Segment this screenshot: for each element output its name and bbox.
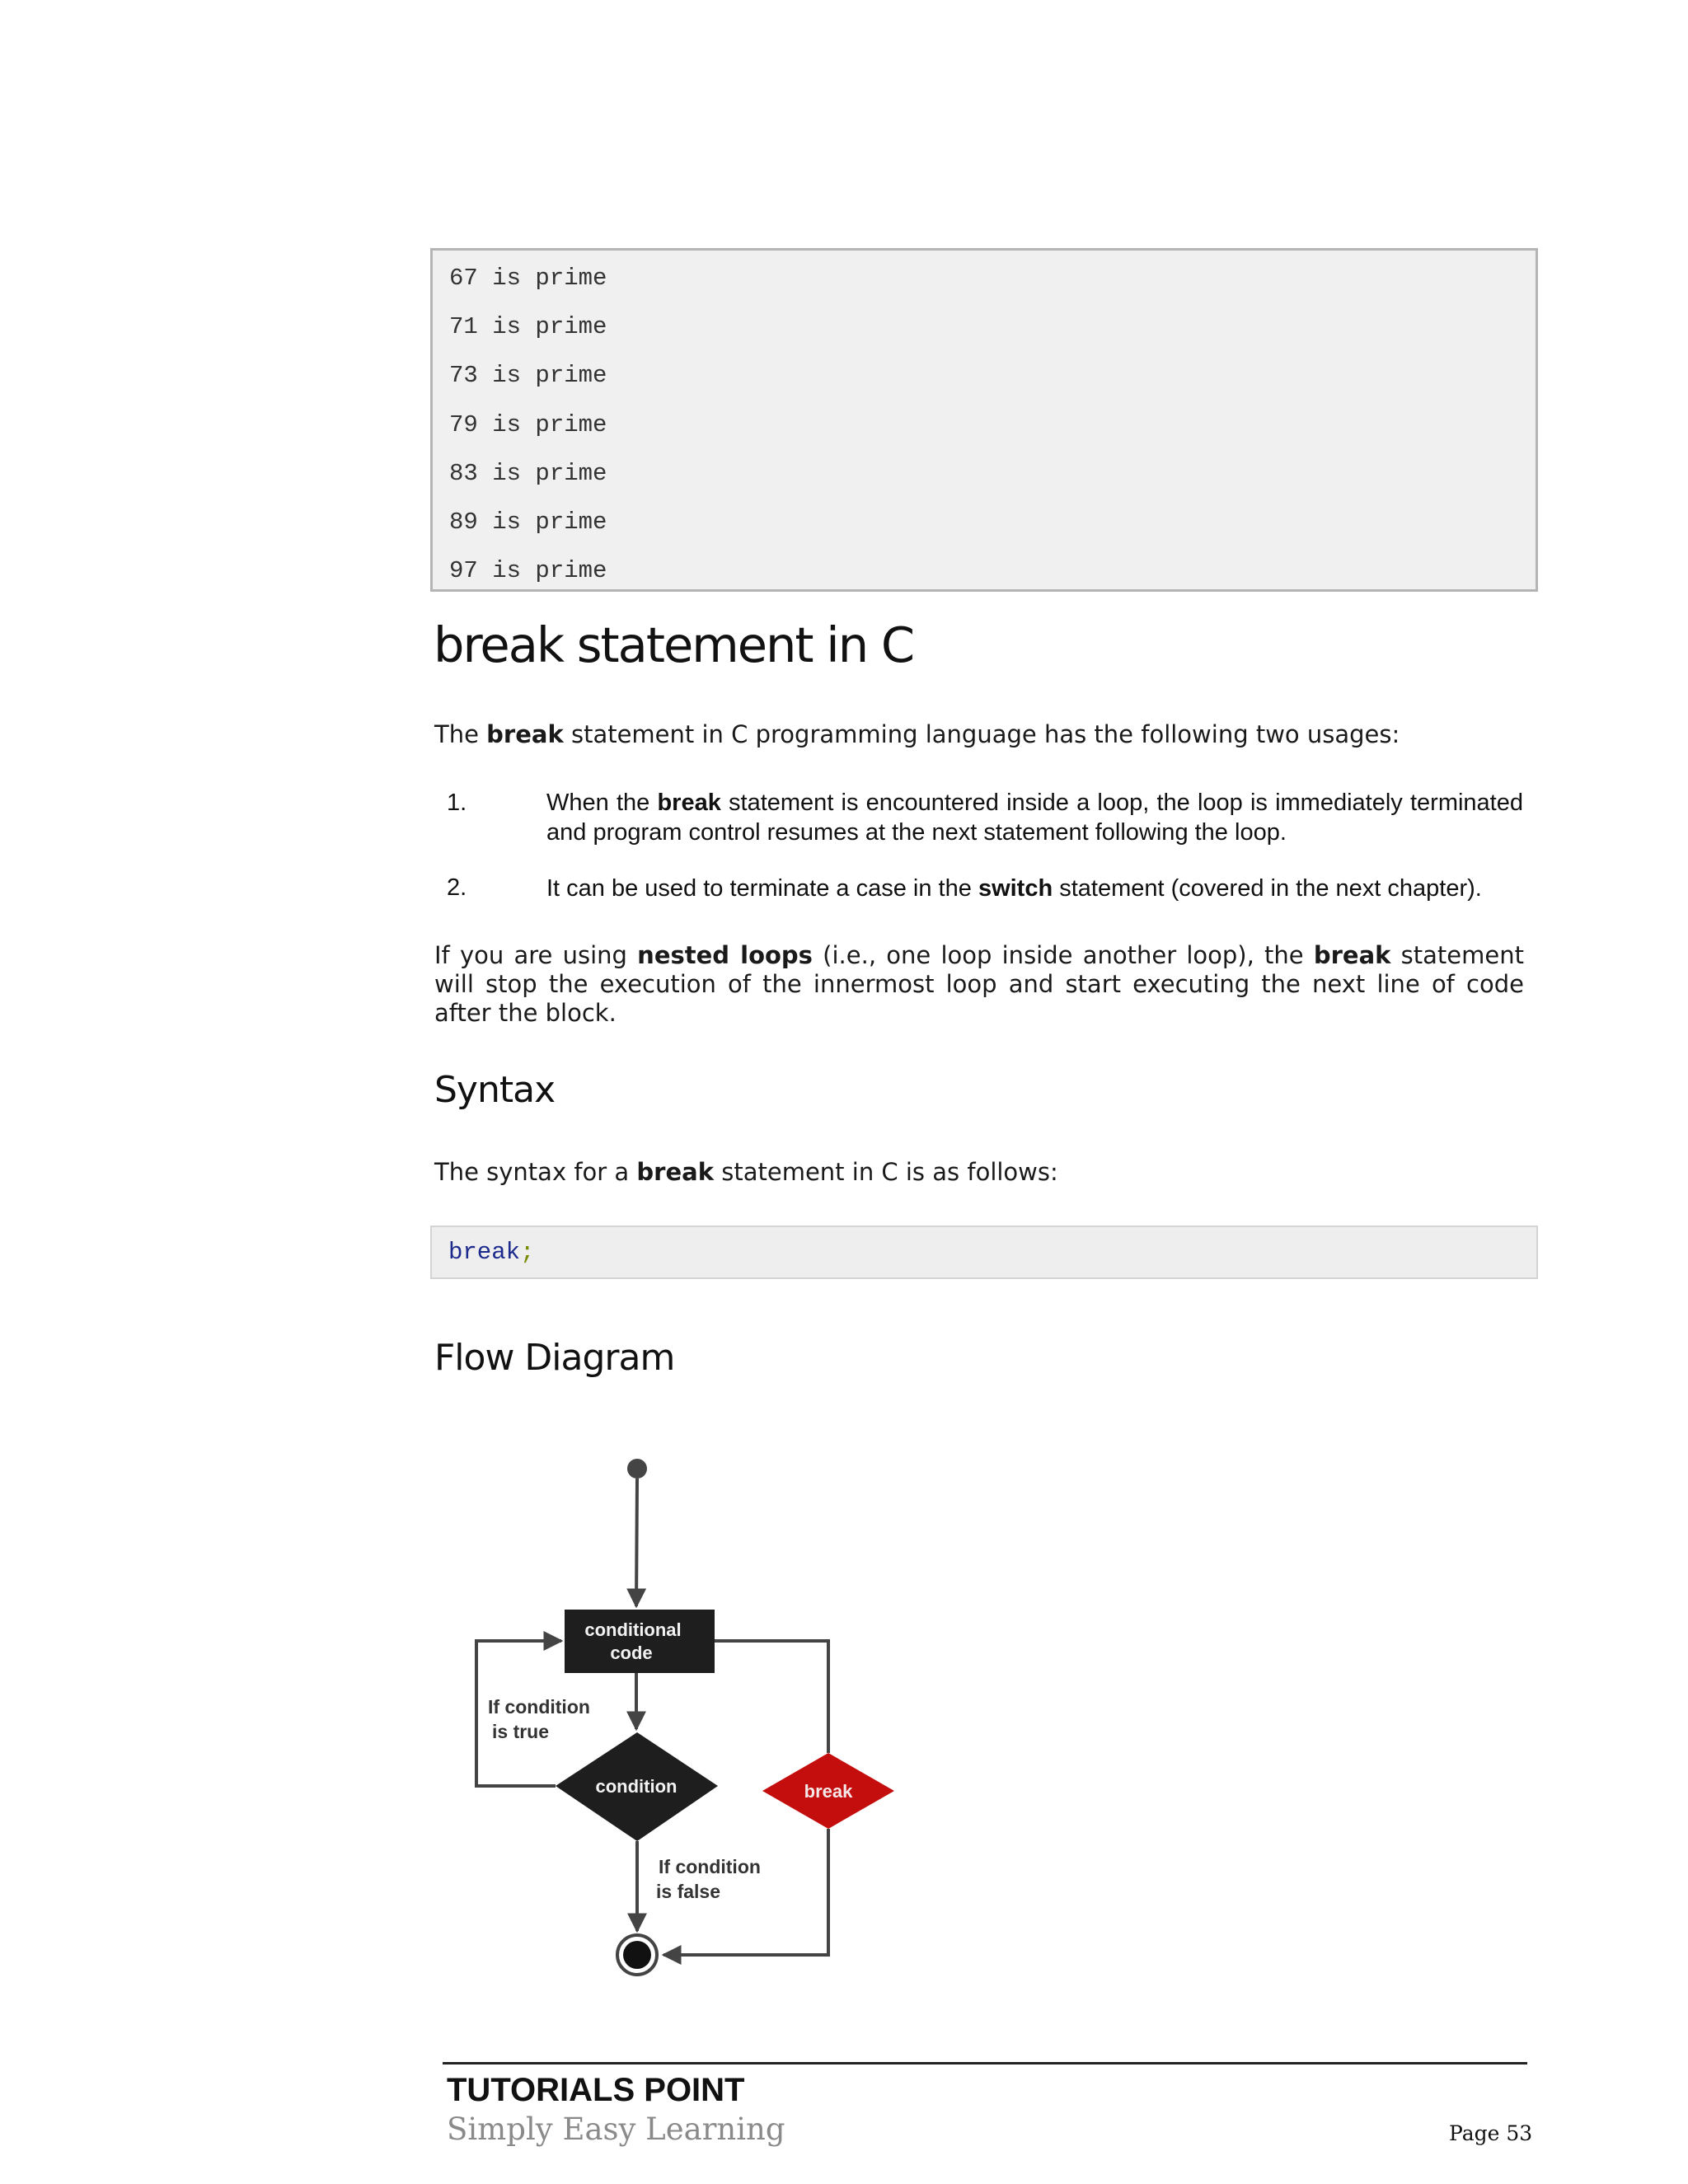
- syntax-text-rest: statement in C is as follows:: [714, 1158, 1058, 1186]
- nested-text: (i.e., one loop inside another loop), the: [812, 941, 1314, 969]
- true-label: If condition: [488, 1696, 590, 1718]
- page-title: break statement in C: [434, 616, 914, 673]
- condition-label: condition: [595, 1776, 678, 1797]
- syntax-code-box: [430, 1226, 1538, 1279]
- intro-paragraph: [434, 720, 1400, 749]
- syntax-keyword: break: [636, 1158, 715, 1186]
- list-item-text-rest: statement is encountered inside a loop, the loop is immediately terminated and program control resumes at the next statement following the loop.: [546, 790, 1523, 846]
- intro-text-rest: statement in C programming language has the following two usages:: [563, 720, 1400, 748]
- list-item-number: 2.: [447, 874, 467, 901]
- list-item-text: When the: [546, 790, 658, 816]
- start-node: [627, 1459, 647, 1479]
- conditional-code-label: conditional: [584, 1619, 682, 1640]
- syntax-paragraph: [434, 1158, 1058, 1187]
- nested-loops-paragraph: [434, 941, 1524, 1028]
- false-label: is false: [656, 1881, 720, 1902]
- output-line: 73 is prime: [449, 362, 607, 390]
- list-item-keyword: break: [657, 790, 721, 816]
- list-item: [546, 874, 1523, 903]
- flow-line-to-break: [715, 1641, 828, 1753]
- list-item-number: 1.: [447, 790, 467, 816]
- list-item-text: It can be used to terminate a case in the: [546, 875, 978, 902]
- intro-keyword: break: [486, 720, 564, 748]
- program-output-box: [430, 248, 1538, 592]
- output-line: 89 is prime: [449, 508, 607, 536]
- output-line: 79 is prime: [449, 410, 607, 438]
- false-label: If condition: [659, 1856, 761, 1877]
- intro-text: The: [434, 720, 487, 748]
- output-line: 67 is prime: [449, 265, 607, 292]
- footer-tagline: Simply Easy Learning: [447, 2111, 785, 2147]
- flow-arrow-start: [636, 1479, 637, 1606]
- output-line: 83 is prime: [449, 459, 607, 487]
- list-item-text-rest: statement (covered in the next chapter).: [1053, 875, 1482, 902]
- end-node: [623, 1941, 651, 1969]
- flow-diagram: [445, 1438, 907, 1990]
- nested-text: If you are using: [434, 941, 638, 969]
- footer-brand: TUTORIALS POINT: [447, 2072, 745, 2108]
- code-semicolon: ;: [520, 1239, 535, 1266]
- page-number: Page 53: [1449, 2121, 1533, 2145]
- syntax-heading: Syntax: [434, 1069, 556, 1111]
- true-label: is true: [492, 1721, 550, 1742]
- output-line: 71 is prime: [449, 313, 607, 341]
- list-item-keyword: switch: [978, 875, 1053, 902]
- conditional-code-label: code: [610, 1643, 653, 1663]
- footer-divider: [443, 2062, 1527, 2064]
- output-line: 97 is prime: [449, 557, 607, 585]
- nested-text: statement will stop the execution of the innermost loop and start executing the next line of code after the block.: [434, 941, 1524, 1027]
- flow-diagram-heading: Flow Diagram: [434, 1337, 675, 1379]
- syntax-text: The syntax for a: [434, 1158, 637, 1186]
- list-item: [546, 788, 1523, 847]
- nested-keyword: break: [1313, 941, 1391, 969]
- break-label: break: [804, 1781, 853, 1802]
- nested-keyword: nested loops: [637, 941, 813, 969]
- code-keyword: break: [448, 1239, 521, 1266]
